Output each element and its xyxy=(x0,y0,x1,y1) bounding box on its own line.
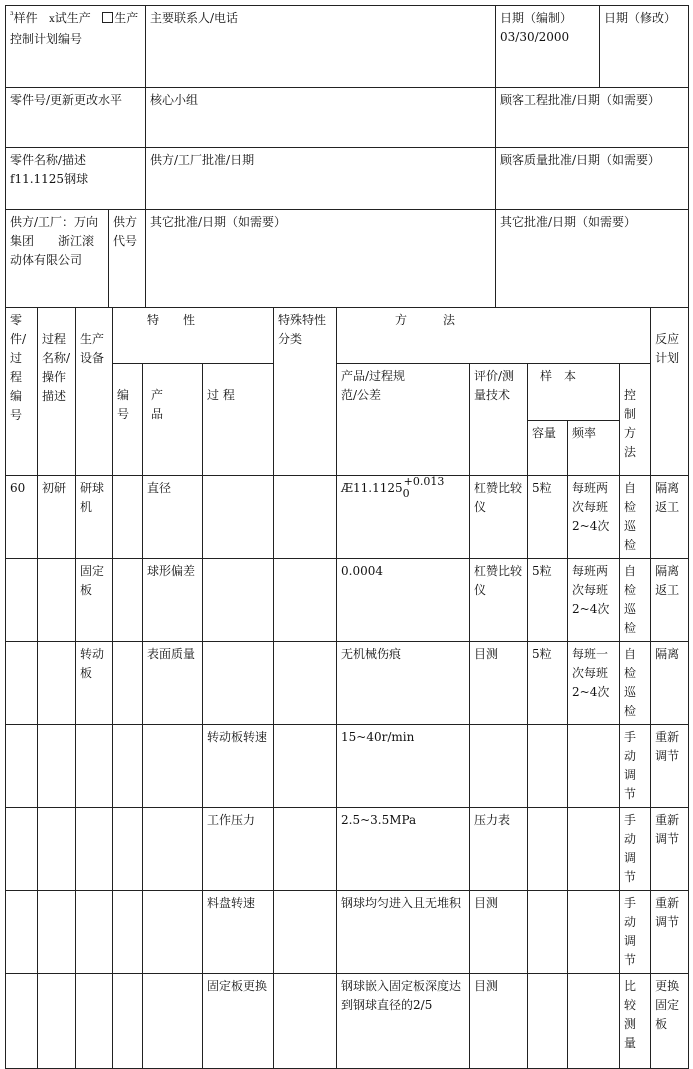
cell-reaction: 重新调节 xyxy=(651,808,689,891)
supplier-plant-value: 万向集团 浙江滚动体有限公司 xyxy=(10,215,99,267)
supplier-plant-cell xyxy=(6,210,109,308)
cell-product xyxy=(143,725,203,808)
cell-eval: 目测 xyxy=(470,642,528,725)
col-control-method: 控制方法 xyxy=(620,364,651,476)
col-eval-technique: 评价/测量技术 xyxy=(470,364,528,476)
cell-product xyxy=(143,808,203,891)
cell-process xyxy=(38,725,76,808)
production-option[interactable]: 生产 xyxy=(95,11,139,25)
supplier-plant-label: 供方/工厂： xyxy=(10,215,75,229)
cell-process: 初研 xyxy=(38,476,76,559)
control-plan-number-label: 控制计划编号 xyxy=(10,32,83,46)
prototype-option[interactable]: $^{^3}$样件 xyxy=(10,11,38,25)
other-approval-cell-1: 其它批准/日期（如需要） xyxy=(146,210,496,308)
cell-freq: 每班两次每班2~4次 xyxy=(568,476,620,559)
part-name-label: 零件名称/描述 xyxy=(10,153,87,167)
cell-size: 5粒 xyxy=(528,642,568,725)
cell-special xyxy=(274,974,337,1069)
cell-part-no xyxy=(6,642,38,725)
col-sample: 样 本 xyxy=(528,364,620,421)
cell-special xyxy=(274,559,337,642)
cell-special xyxy=(274,725,337,808)
prelaunch-option[interactable]: x试生产 xyxy=(49,11,91,25)
cell-equipment: 固定板 xyxy=(76,559,113,642)
cell-equipment xyxy=(76,808,113,891)
cell-spec: 0.0004 xyxy=(337,559,470,642)
part-name-cell xyxy=(6,148,146,210)
col-char-product: 产品 xyxy=(143,364,203,476)
cell-size: 5粒 xyxy=(528,476,568,559)
date-original-value: 03/30/2000 xyxy=(500,30,570,44)
table-row xyxy=(6,808,689,891)
cell-product: 表面质量 xyxy=(143,642,203,725)
cell-control: 手动调节 xyxy=(620,725,651,808)
cell-process-char: 转动板转速 xyxy=(203,725,274,808)
cell-process-char: 料盘转速 xyxy=(203,891,274,974)
cell-reaction: 隔离返工 xyxy=(651,559,689,642)
cell-special xyxy=(274,808,337,891)
col-special-class: 特殊特性分类 xyxy=(274,308,337,476)
table-row xyxy=(6,476,689,559)
date-original-label: 日期（编制） xyxy=(500,11,573,25)
cell-char-no xyxy=(113,808,143,891)
cell-char-no xyxy=(113,559,143,642)
cell-spec: 2.5~3.5MPa xyxy=(337,808,470,891)
table-row xyxy=(6,725,689,808)
cell-process-char: 固定板更换 xyxy=(203,974,274,1069)
cell-reaction: 隔离 xyxy=(651,642,689,725)
cell-eval xyxy=(470,725,528,808)
cell-equipment xyxy=(76,974,113,1069)
cell-freq xyxy=(568,725,620,808)
col-char-no: 编号 xyxy=(113,364,143,476)
cell-size xyxy=(528,974,568,1069)
cell-spec: 钢球均匀进入且无堆积 xyxy=(337,891,470,974)
cell-process-char: 工作压力 xyxy=(203,808,274,891)
col-sample-frequency: 频率 xyxy=(568,421,620,476)
col-process-name: 过程名称/操作描述 xyxy=(38,308,76,476)
cell-part-no xyxy=(6,974,38,1069)
col-char-process: 过 程 xyxy=(203,364,274,476)
col-reaction-plan: 反应计划 xyxy=(651,308,689,476)
header-table xyxy=(5,5,689,308)
cell-size xyxy=(528,808,568,891)
cell-control: 自检巡检 xyxy=(620,642,651,725)
cell-equipment: 研球机 xyxy=(76,476,113,559)
cell-product xyxy=(143,891,203,974)
col-spec-tolerance: 产品/过程规范/公差 xyxy=(337,364,470,476)
cell-size xyxy=(528,891,568,974)
cell-size xyxy=(528,725,568,808)
plan-type-cell xyxy=(6,6,146,88)
part-number-cell: 零件号/更新更改水平 xyxy=(6,88,146,148)
cell-char-no xyxy=(113,891,143,974)
cell-special xyxy=(274,476,337,559)
col-methods: 方 法 xyxy=(337,308,651,364)
cell-equipment: 转动板 xyxy=(76,642,113,725)
cell-freq: 每班两次每班2~4次 xyxy=(568,559,620,642)
cell-part-no xyxy=(6,725,38,808)
cell-char-no xyxy=(113,974,143,1069)
cell-process xyxy=(38,808,76,891)
cell-process xyxy=(38,891,76,974)
cell-process xyxy=(38,559,76,642)
cell-freq xyxy=(568,808,620,891)
cell-equipment xyxy=(76,725,113,808)
part-name-value: f11.1125钢球 xyxy=(10,172,89,186)
cell-freq: 每班一次每班2~4次 xyxy=(568,642,620,725)
control-plan-sheet xyxy=(5,5,689,1069)
cell-eval: 目测 xyxy=(470,974,528,1069)
col-sample-size: 容量 xyxy=(528,421,568,476)
cell-special xyxy=(274,642,337,725)
cell-eval: 杠赞比较仪 xyxy=(470,559,528,642)
cell-control: 手动调节 xyxy=(620,808,651,891)
cell-reaction: 重新调节 xyxy=(651,891,689,974)
cell-product: 直径 xyxy=(143,476,203,559)
cell-process xyxy=(38,974,76,1069)
supplier-approval-cell: 供方/工厂批准/日期 xyxy=(146,148,496,210)
cell-control: 手动调节 xyxy=(620,891,651,974)
cell-reaction: 更换固定板 xyxy=(651,974,689,1069)
cell-control: 比较测量 xyxy=(620,974,651,1069)
cell-process xyxy=(38,642,76,725)
date-original-cell xyxy=(496,6,600,88)
cell-part-no xyxy=(6,559,38,642)
cell-char-no xyxy=(113,476,143,559)
cell-process-char xyxy=(203,476,274,559)
cell-char-no xyxy=(113,642,143,725)
cell-control: 自检巡检 xyxy=(620,559,651,642)
main-contact-cell: 主要联系人/电话 xyxy=(146,6,496,88)
date-revision-cell: 日期（修改） xyxy=(600,6,689,88)
cell-reaction: 隔离返工 xyxy=(651,476,689,559)
cell-char-no xyxy=(113,725,143,808)
cell-freq xyxy=(568,891,620,974)
checkbox-icon[interactable] xyxy=(102,12,113,23)
cell-part-no xyxy=(6,808,38,891)
cell-eval: 目测 xyxy=(470,891,528,974)
table-row xyxy=(6,974,689,1069)
cell-spec: 15~40r/min xyxy=(337,725,470,808)
cell-freq xyxy=(568,974,620,1069)
cell-process-char xyxy=(203,642,274,725)
cell-product xyxy=(143,974,203,1069)
cell-spec: 无机械伤痕 xyxy=(337,642,470,725)
core-team-cell: 核心小组 xyxy=(146,88,496,148)
other-approval-cell-2: 其它批准/日期（如需要） xyxy=(496,210,689,308)
cell-process-char xyxy=(203,559,274,642)
cell-part-no: 60 xyxy=(6,476,38,559)
cell-spec: 钢球嵌入固定板深度达到钢球直径的2/5 xyxy=(337,974,470,1069)
customer-quality-approval-cell: 顾客质量批准/日期（如需要） xyxy=(496,148,689,210)
cell-eval: 压力表 xyxy=(470,808,528,891)
cell-special xyxy=(274,891,337,974)
cell-size: 5粒 xyxy=(528,559,568,642)
cell-product: 球形偏差 xyxy=(143,559,203,642)
control-plan-table xyxy=(5,307,689,1069)
cell-spec: Æ11.11250+0.013 xyxy=(337,476,470,559)
cell-eval: 杠赞比较仪 xyxy=(470,476,528,559)
cell-control: 自检巡检 xyxy=(620,476,651,559)
col-characteristics: 特 性 xyxy=(113,308,274,364)
cell-reaction: 重新调节 xyxy=(651,725,689,808)
table-row xyxy=(6,559,689,642)
supplier-code-cell: 供方代号 xyxy=(109,210,146,308)
cell-part-no xyxy=(6,891,38,974)
table-row xyxy=(6,642,689,725)
col-part-process-no: 零件/过程编号 xyxy=(6,308,38,476)
customer-engineering-approval-cell: 顾客工程批准/日期（如需要） xyxy=(496,88,689,148)
col-equipment: 生产设备 xyxy=(76,308,113,476)
cell-equipment xyxy=(76,891,113,974)
table-row xyxy=(6,891,689,974)
